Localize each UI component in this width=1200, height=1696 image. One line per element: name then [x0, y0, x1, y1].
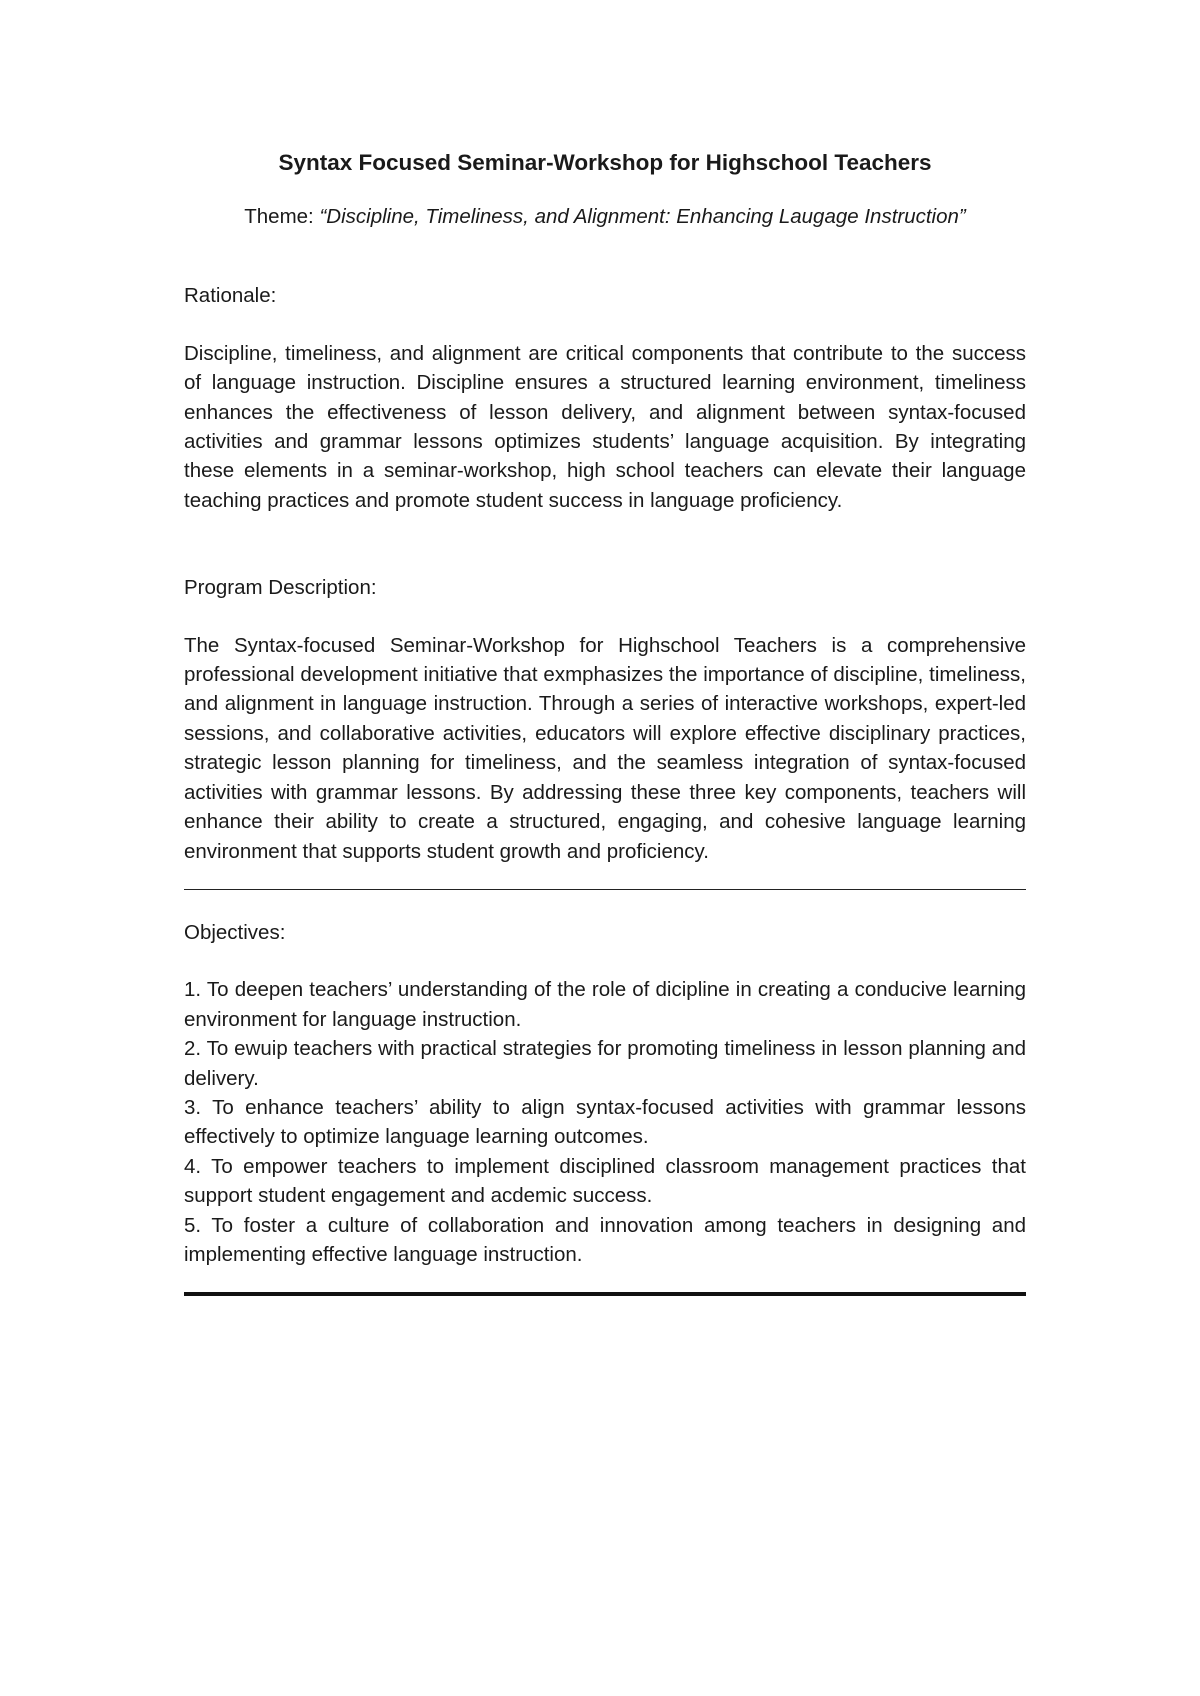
objective-item: 5. To foster a culture of collaboration and innovation among teachers in designing and implementing effective language instruction. [184, 1213, 1026, 1266]
spacer [184, 890, 1026, 918]
end-divider [184, 1292, 1026, 1296]
spacer [184, 866, 1026, 889]
objectives-list [184, 975, 1026, 1269]
document-content [184, 148, 1026, 1296]
objective-item: 1. To deepen teachers’ understanding of the role of dicipline in creating a conducive learning environment for language instruction. [184, 978, 1026, 1031]
spacer [184, 1269, 1026, 1292]
rationale-paragraph: Discipline, timeliness, and alignment are critical components that contribute to the success of language instruction. Discipline ensures a structured learning environment, timeliness enhances the effectiveness of lesson delivery, and alignment between syntax-focused activities and grammar lessons optimizes students’ language acquisition. By integrating these elements in a seminar-workshop, high school teachers can elevate their language teaching practices and promote student success in language proficiency. [184, 341, 1026, 512]
objectives-heading: Objectives: [184, 920, 286, 944]
theme-value: “Discipline, Timeliness, and Alignment: Enhancing Laugage Instruction” [319, 205, 966, 228]
theme-label: Theme: [244, 205, 320, 228]
objective-item: 3. To enhance teachers’ ability to align syntax-focused activities with grammar lessons effectively to optimize language learning outcomes. [184, 1095, 1026, 1149]
objective-item: 2. To ewuip teachers with practical strategies for promoting timeliness in lesson planning and delivery. [184, 1037, 1026, 1090]
rationale-heading: Rationale: [184, 284, 277, 308]
theme-line [184, 202, 1026, 231]
objective-item: 4. To empower teachers to implement disciplined classroom management practices that support student engagement and acdemic success. [184, 1154, 1026, 1208]
program-description-heading: Program Description: [184, 576, 377, 600]
document-title: Syntax Focused Seminar-Workshop for Highschool Teachers [278, 150, 932, 175]
spacer [184, 515, 1026, 573]
program-description-paragraph: The Syntax-focused Seminar-Workshop for Highschool Teachers is a comprehensive professional development initiative that exmphasizes the importance of discipline, timeliness, and alignment in language instruction. Through a series of interactive workshops, expert-led sessions, and collaborative activities, educators will explore effective disciplinary practices, strategic lesson planning for timeliness, and the seamless integration of syntax-focused activities with grammar lessons. By addressing these three key components, teachers will enhance their ability to create a structured, engaging, and cohesive language learning environment that supports student growth and proficiency. [184, 633, 1026, 863]
